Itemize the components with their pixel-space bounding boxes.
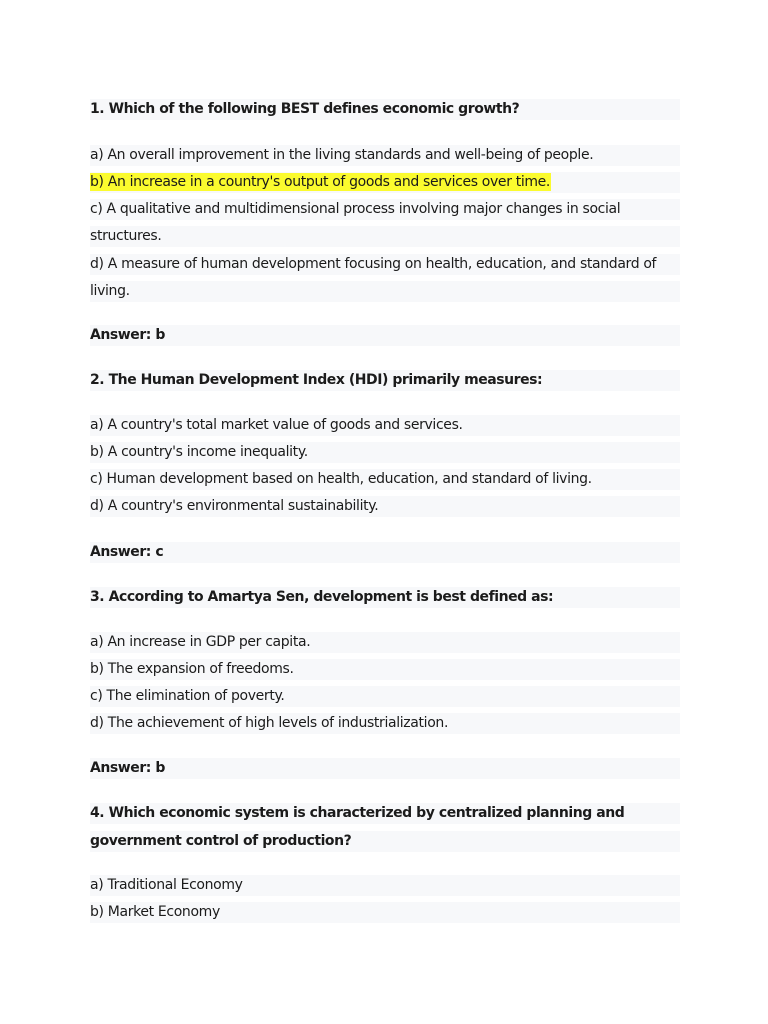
question-3-option-d: d) The achievement of high levels of industrialization. xyxy=(90,713,680,734)
question-1-option-c: c) A qualitative and multidimensional process involving major changes in social xyxy=(90,199,680,220)
question-1-option-d: d) A measure of human development focusing on health, education, and standard of xyxy=(90,254,680,275)
question-3-option-a: a) An increase in GDP per capita. xyxy=(90,632,680,653)
question-3-title: 3. According to Amartya Sen, development is best defined as: xyxy=(90,587,680,608)
question-1-title: 1. Which of the following BEST defines economic growth? xyxy=(90,99,680,120)
question-2-option-a: a) A country's total market value of goods and services. xyxy=(90,415,680,436)
question-2-answer: Answer: c xyxy=(90,542,680,563)
question-2-title: 2. The Human Development Index (HDI) primarily measures: xyxy=(90,370,680,391)
highlighted-text: b) An increase in a country's output of goods and services over time. xyxy=(90,174,551,190)
question-4-option-a: a) Traditional Economy xyxy=(90,875,680,896)
question-1-option-b xyxy=(90,172,680,193)
question-4-title-cont: government control of production? xyxy=(90,831,680,852)
question-1-answer: Answer: b xyxy=(90,325,680,346)
question-4-option-b: b) Market Economy xyxy=(90,902,680,923)
question-4-title: 4. Which economic system is characterized by centralized planning and xyxy=(90,803,680,824)
question-2-option-b: b) A country's income inequality. xyxy=(90,442,680,463)
question-1-option-a: a) An overall improvement in the living standards and well-being of people. xyxy=(90,145,680,166)
question-2-option-d: d) A country's environmental sustainability. xyxy=(90,496,680,517)
question-2-option-c: c) Human development based on health, education, and standard of living. xyxy=(90,469,680,490)
question-1-option-c-cont: structures. xyxy=(90,226,680,247)
question-3-answer: Answer: b xyxy=(90,758,680,779)
question-1-option-d-cont: living. xyxy=(90,281,680,302)
question-3-option-b: b) The expansion of freedoms. xyxy=(90,659,680,680)
question-3-option-c: c) The elimination of poverty. xyxy=(90,686,680,707)
